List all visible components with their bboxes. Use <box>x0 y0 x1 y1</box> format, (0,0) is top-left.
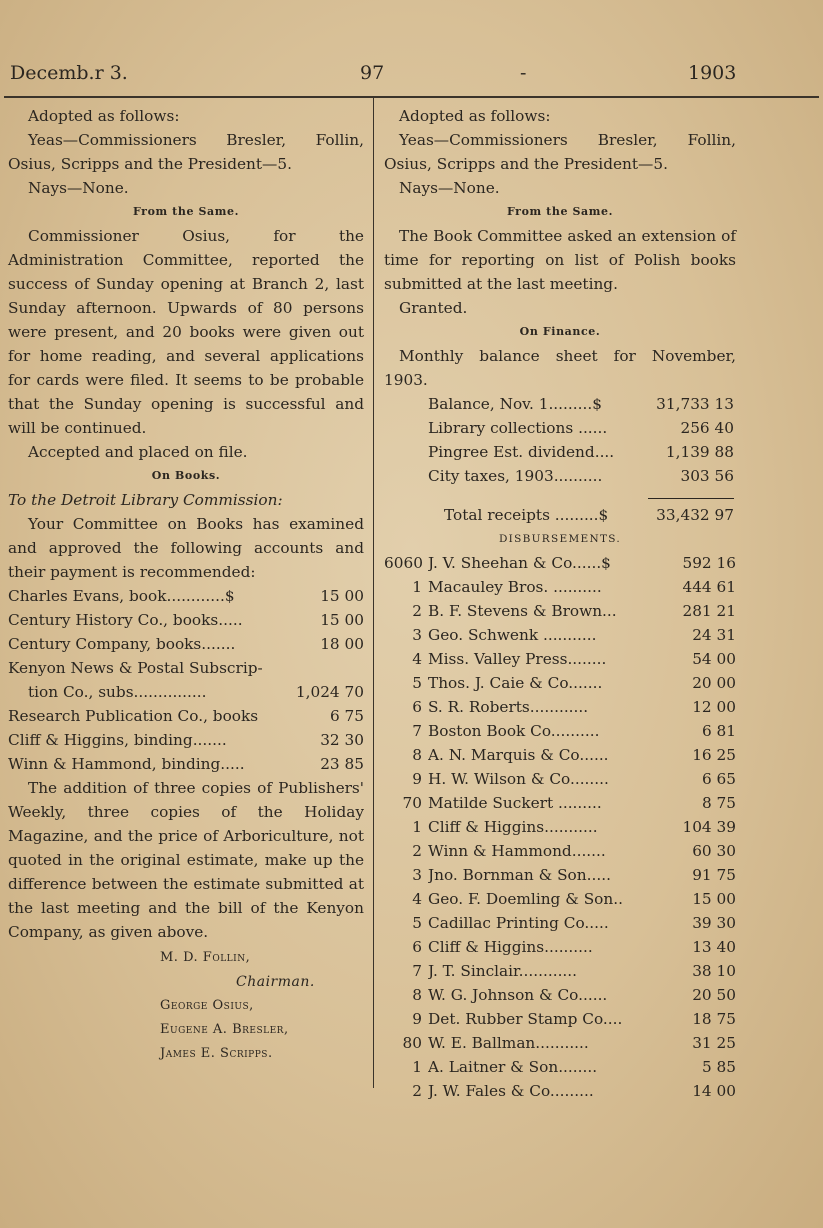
disbursement-row <box>384 887 736 911</box>
disbursement-row <box>384 959 736 983</box>
disbursement-name: Cliff & Higgins.......... <box>428 938 593 956</box>
disbursement-row <box>384 695 736 719</box>
disbursement-number: 4 <box>412 890 422 908</box>
account-label: Winn & Hammond, binding..... <box>8 755 245 773</box>
disbursement-amount: 60 30 <box>692 842 736 860</box>
disbursement-number: 6060 <box>384 554 423 572</box>
receipts-list <box>428 392 734 488</box>
disbursement-row <box>384 551 736 575</box>
adopted-text: Adopted as follows: <box>399 107 551 125</box>
disbursement-name: A. Laitner & Son........ <box>428 1058 598 1076</box>
disbursement-amount: 5 85 <box>701 1058 736 1076</box>
disbursement-name: Jno. Bornman & Son..... <box>428 866 611 884</box>
disbursement-row <box>384 1079 736 1103</box>
account-row <box>8 608 364 632</box>
account-amount: 18 00 <box>320 635 364 653</box>
account-amount: 1,024 70 <box>295 683 364 701</box>
account-label: tion Co., subs............... <box>28 683 207 701</box>
receipt-row <box>428 392 734 416</box>
receipt-amount: 303 56 <box>680 467 734 485</box>
disbursement-number: 2 <box>412 1082 422 1100</box>
account-label: Charles Evans, book............$ <box>8 587 235 605</box>
disbursement-amount: 24 31 <box>692 626 736 644</box>
total-row <box>444 503 734 527</box>
disbursement-amount: 31 25 <box>692 1034 736 1052</box>
signature-chair-title: Chairman. <box>236 974 315 990</box>
disbursement-amount: 39 30 <box>692 914 736 932</box>
disbursement-name: Cadillac Printing Co..... <box>428 914 609 932</box>
yeas-text: Yeas—Commissioners Bresler, Follin, Osius, Scripps and the President—5. <box>384 131 736 173</box>
account-row <box>8 704 364 728</box>
disbursement-name: W. E. Ballman........... <box>428 1034 589 1052</box>
disbursement-row <box>384 1007 736 1031</box>
disbursement-row <box>384 935 736 959</box>
balance-intro: Monthly balance sheet for November, 1903. <box>384 347 736 389</box>
disbursement-amount: 20 00 <box>692 674 736 692</box>
receipt-amount: 31,733 13 <box>656 395 734 413</box>
receipt-row <box>428 464 734 488</box>
account-row <box>8 728 364 752</box>
header-date: Decemb.r 3. <box>10 62 128 84</box>
disbursement-row <box>384 911 736 935</box>
disbursement-row <box>384 767 736 791</box>
account-label: Research Publication Co., books <box>8 707 259 725</box>
granted-text: Granted. <box>399 299 468 317</box>
header-page-number: 97 <box>360 62 385 84</box>
total-label: Total receipts .........$ <box>444 506 609 524</box>
disbursement-name: H. W. Wilson & Co........ <box>428 770 609 788</box>
disbursement-name: Thos. J. Caie & Co....... <box>428 674 603 692</box>
account-row <box>8 752 364 776</box>
disbursement-row <box>384 671 736 695</box>
disbursement-row <box>384 1055 736 1079</box>
signature-member: James E. Scripps. <box>160 1046 273 1061</box>
disbursement-number: 3 <box>412 866 422 884</box>
disbursement-number: 4 <box>412 650 422 668</box>
committee-text: Your Committee on Books has examined and approved the following accounts and their payment is recommended: <box>8 515 364 581</box>
disbursement-amount: 6 65 <box>701 770 736 788</box>
account-row <box>8 632 364 656</box>
account-amount: 15 00 <box>320 587 364 605</box>
receipt-row <box>428 440 734 464</box>
disbursement-number: 1 <box>412 1058 422 1076</box>
receipt-label: Pingree Est. dividend.... <box>428 443 615 461</box>
column-divider <box>373 98 374 1088</box>
disbursement-amount: 12 00 <box>692 698 736 716</box>
receipt-label: Library collections ...... <box>428 419 608 437</box>
disbursement-number: 2 <box>412 842 422 860</box>
disbursement-name: Geo. F. Doemling & Son.. <box>428 890 623 908</box>
disbursement-name: A. N. Marquis & Co...... <box>428 746 609 764</box>
disbursement-name: Matilde Suckert ......... <box>428 794 602 812</box>
disbursement-amount: 6 81 <box>701 722 736 740</box>
disbursement-name: Winn & Hammond....... <box>428 842 606 860</box>
disbursement-amount: 444 61 <box>682 578 736 596</box>
disbursement-number: 8 <box>412 746 422 764</box>
disbursement-number: 7 <box>412 962 422 980</box>
disbursement-row <box>384 1031 736 1055</box>
disbursement-number: 9 <box>412 1010 422 1028</box>
account-label: Cliff & Higgins, binding....... <box>8 731 227 749</box>
receipt-label: City taxes, 1903.......... <box>428 467 603 485</box>
disbursement-amount: 592 16 <box>682 554 736 572</box>
disbursement-number: 6 <box>412 698 422 716</box>
account-amount: 32 30 <box>320 731 364 749</box>
disbursement-number: 1 <box>412 818 422 836</box>
disbursement-number: 70 <box>402 794 422 812</box>
account-amount: 15 00 <box>320 611 364 629</box>
section-heading-disbursements: DISBURSEMENTS. <box>498 533 622 545</box>
signature-chair: M. D. Follin, <box>160 950 251 965</box>
disbursement-number: 3 <box>412 626 422 644</box>
disbursement-number: 2 <box>412 602 422 620</box>
disbursement-amount: 15 00 <box>692 890 736 908</box>
disbursement-number: 1 <box>412 578 422 596</box>
header-rule <box>4 96 819 98</box>
section-heading-finance: On Finance. <box>519 325 601 338</box>
disbursement-amount: 91 75 <box>692 866 736 884</box>
salutation: To the Detroit Library Commission: <box>8 491 283 509</box>
sunday-report-text: Commissioner Osius, for the Administration Committee, reported the success of Sunday opening at Branch 2, last Sunday afternoon. Upwards of 80 persons were present, and 20 books were given out for home reading, and several applications for cards were filed. It seems to be probable that the Sunday opening is successful and will be continued. <box>8 227 364 437</box>
account-label: Kenyon News & Postal Subscrip- <box>8 659 263 677</box>
account-label: Century Company, books....... <box>8 635 236 653</box>
signature-member: George Osius, <box>160 998 254 1013</box>
disbursement-name: W. G. Johnson & Co...... <box>428 986 608 1004</box>
disbursement-row <box>384 983 736 1007</box>
disbursement-amount: 20 50 <box>692 986 736 1004</box>
account-row <box>8 680 364 704</box>
disbursement-name: Cliff & Higgins........... <box>428 818 598 836</box>
yeas-text: Yeas—Commissioners Bresler, Follin, Osius, Scripps and the President—5. <box>8 131 364 173</box>
receipt-amount: 256 40 <box>680 419 734 437</box>
disbursement-number: 9 <box>412 770 422 788</box>
disbursement-amount: 281 21 <box>682 602 736 620</box>
account-amount: 23 85 <box>320 755 364 773</box>
disbursement-number: 80 <box>402 1034 422 1052</box>
account-amount: 6 75 <box>329 707 364 725</box>
receipt-row <box>428 416 734 440</box>
disbursement-name: Geo. Schwenk ........... <box>428 626 597 644</box>
disbursement-amount: 54 00 <box>692 650 736 668</box>
left-column <box>8 104 364 1066</box>
disbursement-amount: 104 39 <box>682 818 736 836</box>
disbursement-name: J. V. Sheehan & Co......$ <box>428 554 611 572</box>
disbursement-row <box>384 647 736 671</box>
signature-member: Eugene A. Bresler, <box>160 1022 289 1037</box>
total-amount: 33,432 97 <box>656 506 734 524</box>
disbursement-name: Det. Rubber Stamp Co.... <box>428 1010 623 1028</box>
nays-text: Nays—None. <box>28 179 129 197</box>
disbursements-list <box>384 551 736 1103</box>
disbursement-name: J. T. Sinclair............ <box>428 962 578 980</box>
disbursement-number: 8 <box>412 986 422 1004</box>
disbursement-name: B. F. Stevens & Brown... <box>428 602 617 620</box>
section-heading-same: From the Same. <box>506 205 614 218</box>
adopted-text: Adopted as follows: <box>28 107 180 125</box>
receipt-label: Balance, Nov. 1.........$ <box>428 395 602 413</box>
receipt-amount: 1,139 88 <box>665 443 734 461</box>
disbursement-amount: 18 75 <box>692 1010 736 1028</box>
disbursement-amount: 38 10 <box>692 962 736 980</box>
disbursement-amount: 8 75 <box>701 794 736 812</box>
signature-block <box>8 946 364 1066</box>
disbursement-number: 5 <box>412 674 422 692</box>
disbursement-row <box>384 791 736 815</box>
disbursement-name: Boston Book Co.......... <box>428 722 600 740</box>
disbursement-row <box>384 623 736 647</box>
account-label: Century History Co., books..... <box>8 611 243 629</box>
nays-text: Nays—None. <box>399 179 500 197</box>
header-dash: - <box>520 62 527 84</box>
disbursement-row <box>384 743 736 767</box>
disbursement-name: Macauley Bros. .......... <box>428 578 602 596</box>
header-year: 1903 <box>688 62 737 84</box>
disbursement-name: Miss. Valley Press........ <box>428 650 607 668</box>
disbursement-name: S. R. Roberts............ <box>428 698 589 716</box>
right-column <box>384 104 736 1103</box>
disbursement-row <box>384 719 736 743</box>
section-heading-books: On Books. <box>151 469 221 482</box>
disbursement-number: 6 <box>412 938 422 956</box>
disbursement-amount: 16 25 <box>692 746 736 764</box>
disbursement-name: J. W. Fales & Co......... <box>428 1082 594 1100</box>
total-rule <box>648 498 734 499</box>
disbursement-row <box>384 599 736 623</box>
disbursement-amount: 14 00 <box>692 1082 736 1100</box>
accepted-text: Accepted and placed on file. <box>28 443 248 461</box>
disbursement-row <box>384 815 736 839</box>
section-heading-same: From the Same. <box>132 205 240 218</box>
addition-text: The addition of three copies of Publishers' Weekly, three copies of the Holiday Magazine, and the price of Arboriculture, not quoted in the original estimate, make up the difference between the estimate submitted at the last meeting and the bill of the Kenyon Company, as given above. <box>8 779 364 941</box>
disbursement-number: 5 <box>412 914 422 932</box>
extension-text: The Book Committee asked an extension of time for reporting on list of Polish books submitted at the last meeting. <box>384 227 736 293</box>
disbursement-row <box>384 863 736 887</box>
account-row <box>8 656 364 680</box>
page-header <box>0 62 823 90</box>
disbursement-row <box>384 575 736 599</box>
disbursement-number: 7 <box>412 722 422 740</box>
disbursement-amount: 13 40 <box>692 938 736 956</box>
account-row <box>8 584 364 608</box>
disbursement-row <box>384 839 736 863</box>
